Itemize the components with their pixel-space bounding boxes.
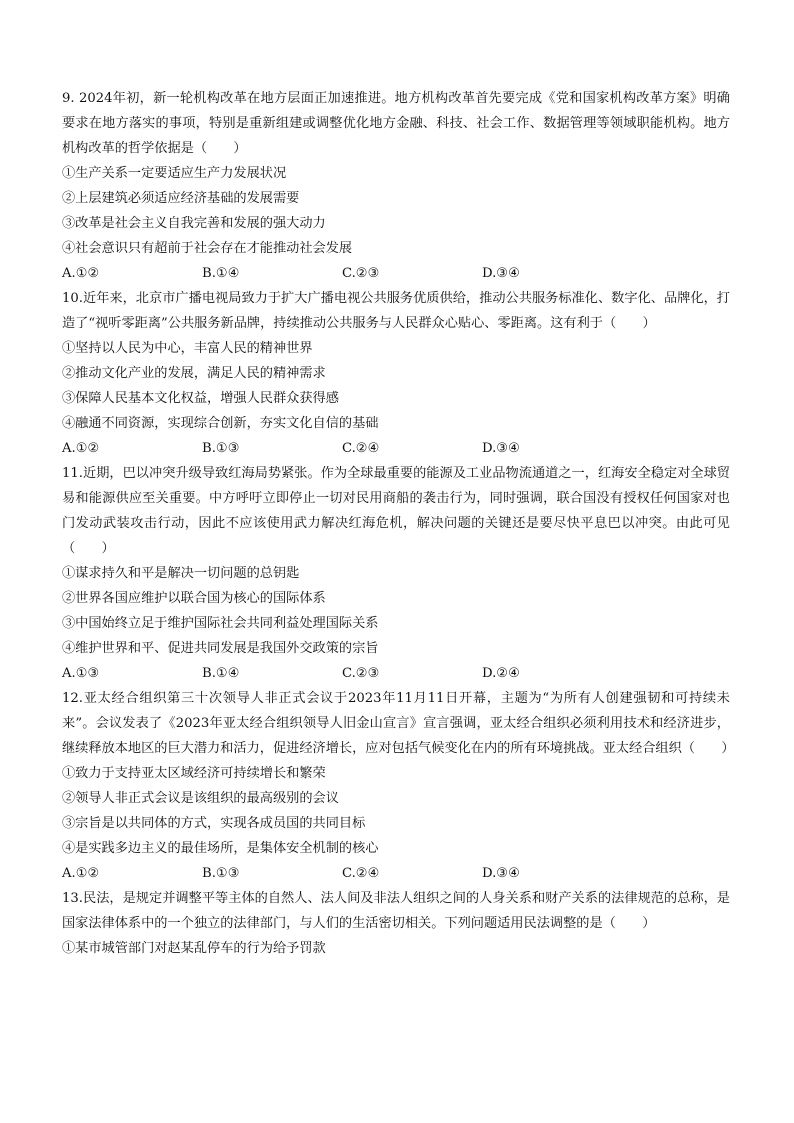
statement: ①坚持以人民为中心，丰富人民的精神世界 <box>62 341 313 356</box>
option-c: C.②③ <box>342 266 380 281</box>
statement: ④是实践多边主义的最佳场所，是集体安全机制的核心 <box>62 841 379 856</box>
question-9 <box>62 86 730 286</box>
question-stem: 11.近期，巴以冲突升级导致红海局势紧张。作为全球最重要的能源及工业品物流通道之一，红海安全稳定对全球贸易和能源供应至关重要。中方呼吁立即停止一切对民用商船的袭击行为，同时强调，联合国没有授权任何国家对也门发动武装攻击行动，因此不应该使用武力解决红海危机，解决问题的关键还是要尽快平息巴以冲突。由此可见（ ） <box>62 466 730 556</box>
option-c: C.②④ <box>342 866 380 881</box>
option-d: D.③④ <box>482 266 520 281</box>
question-stem: 13.民法，是规定并调整平等主体的自然人、法人间及非法人组织之间的人身关系和财产关系的法律规范的总称，是国家法律体系中的一个独立的法律部门，与人们的生活密切相关。下列问题适用民法调整的是（ ） <box>62 891 730 931</box>
statement: ②世界各国应维护以联合国为核心的国际体系 <box>62 591 326 606</box>
statement: ②推动文化产业的发展，满足人民的精神需求 <box>62 366 326 381</box>
question-12 <box>62 686 735 886</box>
option-c: C.②④ <box>342 441 380 456</box>
option-d: D.③④ <box>482 866 520 881</box>
option-b: B.①③ <box>202 866 240 881</box>
statement: ①致力于支持亚太区域经济可持续增长和繁荣 <box>62 766 326 781</box>
statement: ③宗旨是以共同体的方式，实现各成员国的共同目标 <box>62 816 366 831</box>
option-a: A.①② <box>62 441 100 456</box>
statement: ④社会意识只有超前于社会存在才能推动社会发展 <box>62 241 353 256</box>
answer-options <box>62 436 730 461</box>
option-b: B.①④ <box>202 266 240 281</box>
statement: ②上层建筑必须适应经济基础的发展需要 <box>62 191 300 206</box>
option-d: D.②④ <box>482 666 520 681</box>
question-10 <box>62 286 730 461</box>
statement: ②领导人非正式会议是该组织的最高级别的会议 <box>62 791 339 806</box>
statement: ③改革是社会主义自我完善和发展的强大动力 <box>62 216 326 231</box>
question-stem: 12.亚太经合组织第三十次领导人非正式会议于2023年11月11日开幕，主题为“为所有人创建强韧和可持续未来”。会议发表了《2023年亚太经合组织领导人旧金山宣言》宣言强调，亚太经合组织必须利用技术和经济进步，继续释放本地区的巨大潜力和活力，促进经济增长，应对包括气候变化在内的所有环境挑战。亚太经合组织（ ） <box>62 691 735 756</box>
question-stem: 9. 2024年初，新一轮机构改革在地方层面正加速推进。地方机构改革首先要完成《党和国家机构改革方案》明确要求在地方落实的事项，特别是重新组建或调整优化地方金融、科技、社会工作、数据管理等领域职能机构。地方机构改革的哲学依据是（ ） <box>62 91 730 156</box>
option-a: A.①② <box>62 866 100 881</box>
option-a: A.①② <box>62 266 100 281</box>
option-b: B.①④ <box>202 666 240 681</box>
option-a: A.①③ <box>62 666 100 681</box>
statement: ④维护世界和平、促进共同发展是我国外交政策的宗旨 <box>62 641 379 656</box>
option-d: D.③④ <box>482 441 520 456</box>
answer-options <box>62 261 730 286</box>
answer-options <box>62 661 730 686</box>
statement: ③中国始终立足于维护国际社会共同利益处理国际关系 <box>62 616 379 631</box>
question-13 <box>62 886 730 961</box>
statement: ①某市城管部门对赵某乱停车的行为给予罚款 <box>62 941 326 956</box>
question-stem: 10.近年来，北京市广播电视局致力于扩大广播电视公共服务优质供给，推动公共服务标准化、数字化、品牌化，打造了“视听零距离”公共服务新品牌，持续推动公共服务与人民群众心贴心、零距离。这有利于（ ） <box>62 291 730 331</box>
statement: ③保障人民基本文化权益，增强人民群众获得感 <box>62 391 339 406</box>
option-b: B.①③ <box>202 441 240 456</box>
question-11 <box>62 461 730 686</box>
statement: ①谋求持久和平是解决一切问题的总钥匙 <box>62 566 300 581</box>
statement: ①生产关系一定要适应生产力发展状况 <box>62 166 287 181</box>
exam-page <box>62 86 735 961</box>
statement: ④融通不同资源，实现综合创新，夯实文化自信的基础 <box>62 416 379 431</box>
option-c: C.②③ <box>342 666 380 681</box>
answer-options <box>62 861 730 886</box>
